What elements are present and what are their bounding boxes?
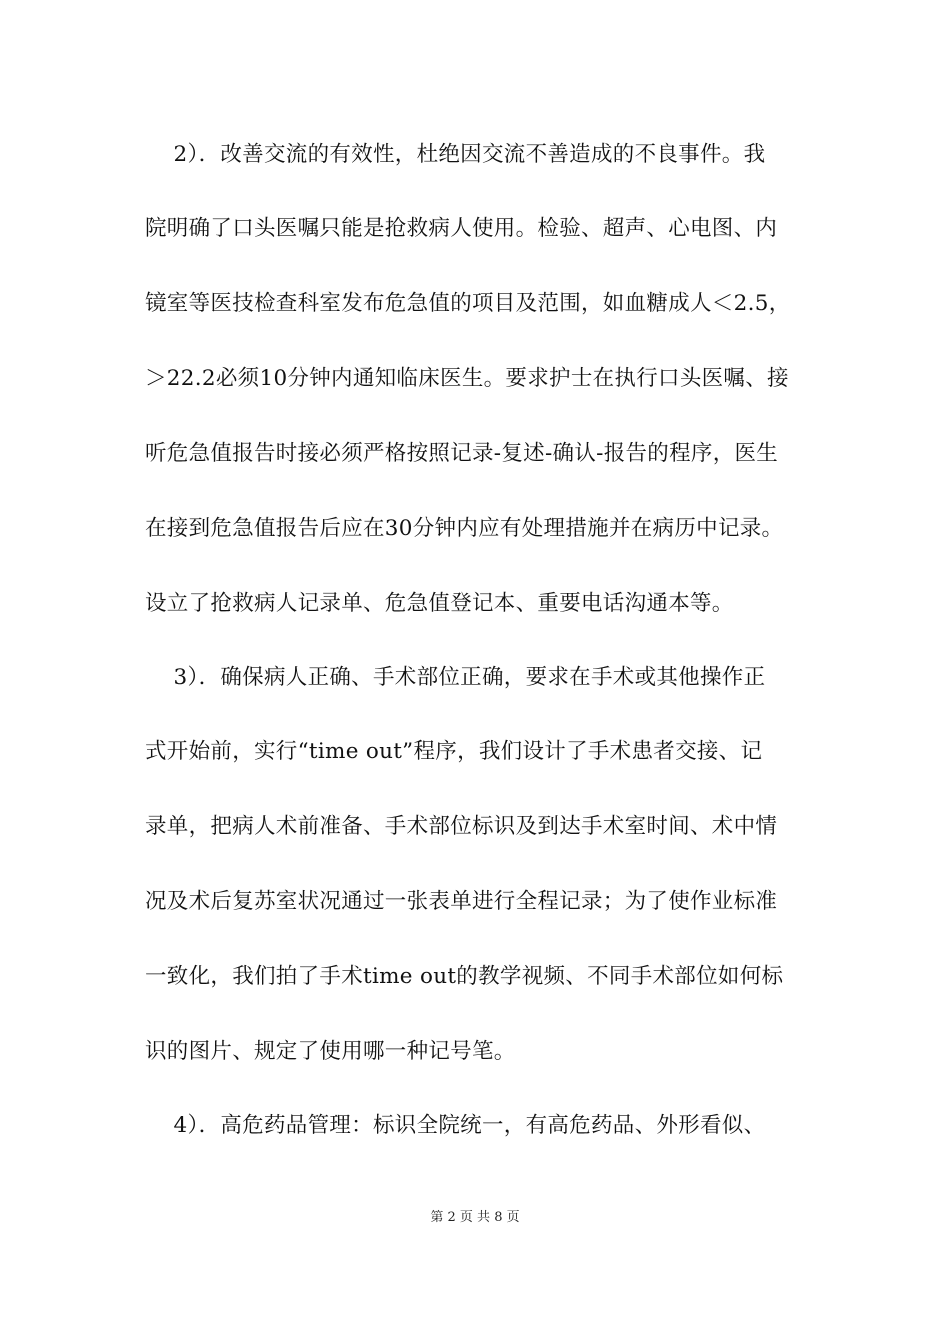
text-line: 3）．确保病人正确、手术部位正确，要求在手术或其他操作正	[145, 665, 766, 690]
text-line: 识的图片、规定了使用哪一种记号笔。	[145, 1039, 516, 1064]
text-line: 况及术后复苏室状况通过一张表单进行全程记录；为了使作业标准	[145, 889, 778, 914]
text-line: 听危急值报告时接必须严格按照记录-复述-确认-报告的程序，医生	[145, 441, 779, 466]
text-line: 录单，把病人术前准备、手术部位标识及到达手术室时间、术中情	[145, 814, 778, 839]
text-line: 镜室等医技检查科室发布危急值的项目及范围，如血糖成人＜2.5，	[145, 291, 791, 316]
text-line: 2）．改善交流的有效性，杜绝因交流不善造成的不良事件。我	[145, 142, 766, 167]
text-line: ＞22.2必须10分钟内通知临床医生。要求护士在执行口头医嘱、接	[145, 366, 789, 391]
text-line: 设立了抢救病人记录单、危急值登记本、重要电话沟通本等。	[145, 591, 734, 616]
text-line: 院明确了口头医嘱只能是抢救病人使用。检验、超声、心电图、内	[145, 216, 778, 241]
text-line: 一致化，我们拍了手术time out的教学视频、不同手术部位如何标	[145, 964, 784, 989]
text-line: 在接到危急值报告后应在30分钟内应有处理措施并在病历中记录。	[145, 516, 784, 541]
text-line: 4）．高危药品管理：标识全院统一，有高危药品、外形看似、	[145, 1113, 766, 1138]
page-number-footer: 第 2 页 共 8 页	[430, 1210, 520, 1225]
text-line: 式开始前，实行“time out”程序，我们设计了手术患者交接、记	[145, 739, 763, 764]
